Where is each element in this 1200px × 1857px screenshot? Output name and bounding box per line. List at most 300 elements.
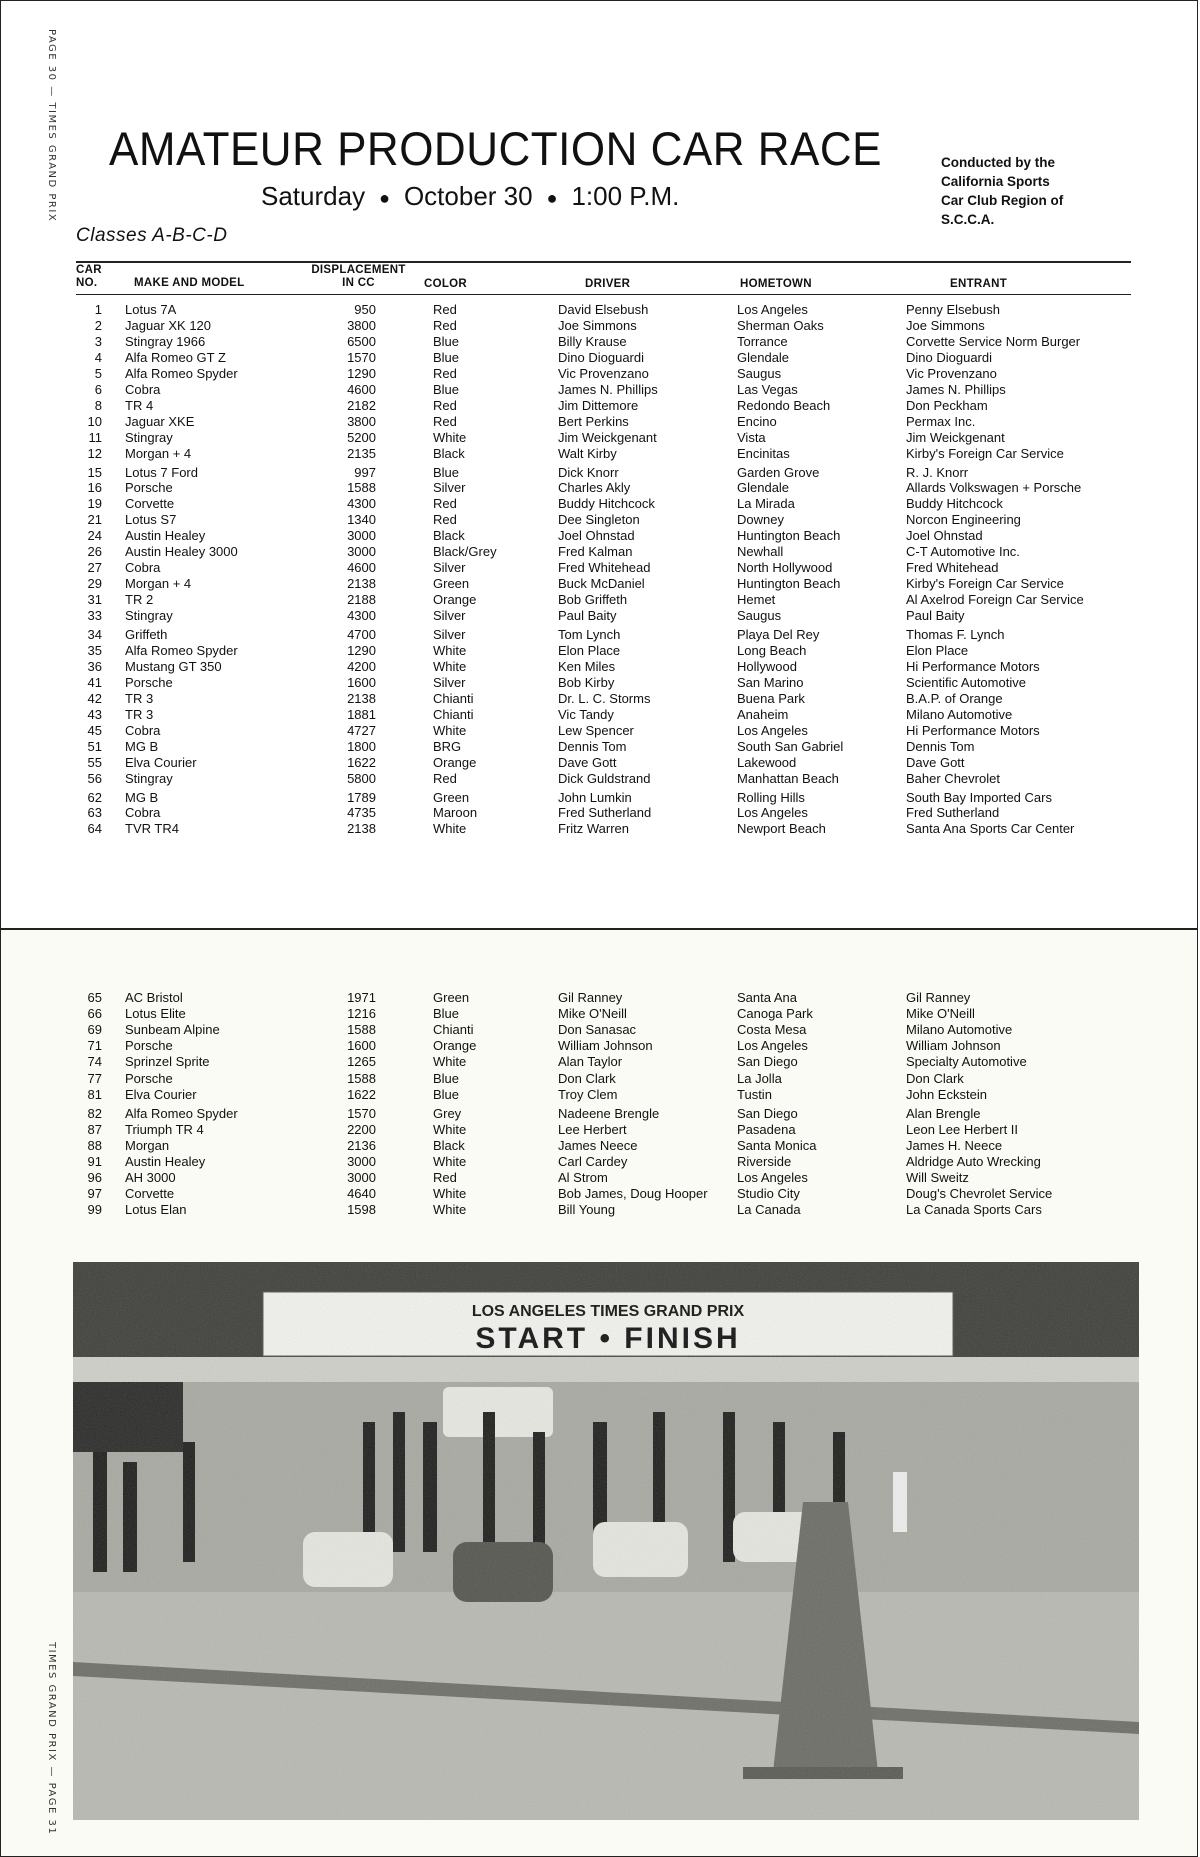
car-color: Silver (433, 560, 466, 576)
car-number: 63 (87, 805, 102, 821)
entrant: Allards Volkswagen + Porsche (906, 480, 1082, 496)
displacement: 1598 (347, 1202, 376, 1218)
table-row (1, 1087, 1199, 1103)
car-color: White (433, 642, 467, 658)
hometown: Sherman Oaks (737, 317, 824, 333)
displacement: 2188 (347, 592, 376, 608)
car-color: Black (433, 528, 465, 544)
car-color: Orange (433, 592, 477, 608)
driver-name: Dick Knorr (558, 464, 619, 480)
displacement: 1216 (347, 1006, 376, 1022)
conducted-by-note (941, 153, 1121, 229)
entrant: La Canada Sports Cars (906, 1202, 1042, 1218)
hometown: Studio City (737, 1186, 800, 1202)
driver-name: Jim Weickgenant (558, 429, 657, 445)
race-title: AMATEUR PRODUCTION CAR RACE (109, 123, 882, 176)
displacement: 1588 (347, 480, 376, 496)
car-number: 29 (87, 576, 102, 592)
entrant: Leon Lee Herbert II (906, 1121, 1019, 1137)
table-row (1, 990, 1199, 1006)
table-row (1, 659, 1199, 675)
hometown: Torrance (737, 333, 788, 349)
make-model: Porsche (125, 674, 173, 690)
make-model: Porsche (125, 1038, 173, 1054)
displacement: 3800 (347, 413, 376, 429)
displacement: 1588 (347, 1022, 376, 1038)
driver-name: Vic Tandy (558, 706, 614, 722)
col-header-line: NO. (76, 277, 98, 289)
make-model: Alfa Romeo Spyder (125, 365, 238, 381)
table-row (1, 1122, 1199, 1138)
entrant: Vic Provenzano (906, 365, 997, 381)
displacement: 5200 (347, 429, 376, 445)
table-row (1, 1170, 1199, 1186)
displacement: 4735 (347, 805, 376, 821)
car-number: 2 (94, 317, 102, 333)
driver-name: Lew Spencer (558, 722, 634, 738)
entrant: Thomas F. Lynch (906, 627, 1005, 642)
car-number: 74 (87, 1054, 102, 1070)
driver-name: Buddy Hitchcock (558, 496, 655, 512)
car-number: 82 (87, 1105, 102, 1121)
driver-name: Elon Place (558, 642, 621, 658)
car-number: 43 (87, 706, 102, 722)
displacement: 2136 (347, 1137, 376, 1153)
hometown: Costa Mesa (737, 1022, 807, 1038)
make-model: AH 3000 (125, 1170, 176, 1186)
car-color: White (433, 1202, 467, 1218)
driver-name: Joel Ohnstad (558, 528, 635, 544)
displacement: 4200 (347, 658, 376, 674)
displacement: 3000 (347, 528, 376, 544)
make-model: Lotus 7A (125, 302, 177, 317)
table-row (1, 366, 1199, 382)
car-color: Chianti (433, 690, 474, 706)
hometown: San Diego (737, 1105, 798, 1121)
driver-name: Bob James, Doug Hooper (558, 1186, 708, 1202)
hometown: Glendale (737, 480, 790, 496)
col-header-car-no (76, 264, 102, 290)
hometown: Las Vegas (737, 381, 798, 397)
car-color: Blue (433, 1086, 460, 1102)
driver-name: James N. Phillips (558, 381, 658, 397)
table-row (1, 1138, 1199, 1154)
hometown: La Canada (737, 1202, 801, 1218)
displacement: 4300 (347, 496, 376, 512)
entrant: Joe Simmons (906, 317, 985, 333)
hometown: Rolling Hills (737, 789, 805, 805)
make-model: TR 3 (125, 690, 154, 706)
entrant: Specialty Automotive (906, 1054, 1027, 1070)
car-color: White (433, 821, 467, 837)
car-number: 4 (94, 349, 102, 365)
displacement: 2200 (347, 1121, 376, 1137)
car-color: Red (433, 496, 457, 512)
make-model: Austin Healey (125, 528, 206, 544)
entrant: Norcon Engineering (906, 512, 1021, 528)
hometown: Anaheim (737, 706, 789, 722)
driver-name: Walt Kirby (558, 445, 617, 461)
header-rule-top (76, 261, 1131, 263)
table-row (1, 1202, 1199, 1218)
table-row (1, 1006, 1199, 1022)
displacement: 2182 (347, 397, 376, 413)
driver-name: Vic Provenzano (558, 365, 649, 381)
car-number: 34 (87, 627, 102, 642)
car-color: Silver (433, 674, 466, 690)
table-row (1, 739, 1199, 755)
make-model: Stingray (125, 429, 173, 445)
col-header-color: COLOR (424, 278, 468, 290)
car-number: 77 (87, 1070, 102, 1086)
separator-dot: ● (546, 187, 558, 208)
entrant: Mike O'Neill (906, 1006, 975, 1022)
entrant: James N. Phillips (906, 381, 1006, 397)
car-number: 8 (94, 397, 102, 413)
car-number: 10 (87, 413, 102, 429)
displacement: 6500 (347, 333, 376, 349)
displacement: 2138 (347, 821, 376, 837)
driver-name: John Lumkin (558, 789, 632, 805)
entrant: Santa Ana Sports Car Center (906, 821, 1075, 837)
driver-name: William Johnson (558, 1038, 653, 1054)
displacement: 950 (354, 302, 376, 317)
table-row (1, 1186, 1199, 1202)
hometown: Los Angeles (737, 1170, 808, 1186)
car-number: 45 (87, 722, 102, 738)
table-row (1, 643, 1199, 659)
entrant: Dave Gott (906, 754, 965, 770)
col-header-line: CAR (76, 264, 102, 276)
car-number: 1 (94, 302, 102, 317)
make-model: Porsche (125, 1070, 173, 1086)
car-number: 64 (87, 821, 102, 837)
table-row (1, 1022, 1199, 1038)
col-header-make-model: MAKE AND MODEL (134, 277, 245, 289)
entrant: John Eckstein (906, 1086, 987, 1102)
table-row (1, 414, 1199, 430)
entrant: B.A.P. of Orange (906, 690, 1003, 706)
driver-name: Dick Guldstrand (558, 770, 651, 786)
make-model: Elva Courier (125, 754, 197, 770)
entrant: Hi Performance Motors (906, 722, 1040, 738)
hometown: Santa Monica (737, 1137, 817, 1153)
entrant: Buddy Hitchcock (906, 496, 1003, 512)
make-model: Lotus 7 Ford (125, 464, 198, 480)
driver-name: Gil Ranney (558, 990, 623, 1005)
make-model: Jaguar XKE (125, 413, 195, 429)
car-number: 88 (87, 1137, 102, 1153)
driver-name: Nadeene Brengle (558, 1105, 660, 1121)
entrant: Hi Performance Motors (906, 658, 1040, 674)
car-color: Orange (433, 1038, 477, 1054)
entrant: Don Clark (906, 1070, 964, 1086)
displacement: 1588 (347, 1070, 376, 1086)
displacement: 4700 (347, 627, 376, 642)
table-row (1, 627, 1199, 643)
driver-name: James Neece (558, 1137, 638, 1153)
make-model: Alfa Romeo Spyder (125, 1105, 238, 1121)
page-30-spine-label: PAGE 30 — TIMES GRAND PRIX (46, 29, 57, 223)
make-model: Morgan (125, 1137, 170, 1153)
car-color: Chianti (433, 1022, 474, 1038)
table-row (1, 1106, 1199, 1122)
car-color: Blue (433, 464, 460, 480)
table-row (1, 1038, 1199, 1054)
hometown: Riverside (737, 1154, 792, 1169)
car-number: 87 (87, 1121, 102, 1137)
table-row (1, 496, 1199, 512)
driver-name: Jim Dittemore (558, 397, 639, 413)
make-model: MG B (125, 789, 159, 805)
make-model: Lotus S7 (125, 512, 177, 528)
make-model: Alfa Romeo Spyder (125, 642, 238, 658)
entrant: Corvette Service Norm Burger (906, 333, 1081, 349)
car-color: Maroon (433, 805, 478, 821)
displacement: 1290 (347, 365, 376, 381)
displacement: 3000 (347, 1170, 376, 1186)
entrant: Penny Elsebush (906, 302, 1000, 317)
car-color: White (433, 658, 467, 674)
make-model: Stingray 1966 (125, 333, 206, 349)
hometown: Tustin (737, 1086, 772, 1102)
table-row (1, 1154, 1199, 1170)
car-color: Red (433, 512, 457, 528)
car-number: 91 (87, 1154, 102, 1169)
car-color: Green (433, 789, 470, 805)
hometown: Garden Grove (737, 464, 820, 480)
displacement: 1570 (347, 349, 376, 365)
driver-name: Bob Kirby (558, 674, 615, 690)
hometown: Encinitas (737, 445, 790, 461)
driver-name: Joe Simmons (558, 317, 637, 333)
entrant: Elon Place (906, 642, 969, 658)
hometown: Pasadena (737, 1121, 796, 1137)
hometown: Huntington Beach (737, 528, 841, 544)
entrant: Kirby's Foreign Car Service (906, 445, 1064, 461)
entrant: Doug's Chevrolet Service (906, 1186, 1053, 1202)
entrant: Al Axelrod Foreign Car Service (906, 592, 1084, 608)
make-model: Lotus Elan (125, 1202, 187, 1218)
table-row (1, 560, 1199, 576)
hometown: Hollywood (737, 658, 797, 674)
table-row (1, 528, 1199, 544)
hometown: Downey (737, 512, 784, 528)
car-color: Red (433, 413, 457, 429)
make-model: Alfa Romeo GT Z (125, 349, 226, 365)
make-model: Griffeth (125, 627, 168, 642)
entrant: Kirby's Foreign Car Service (906, 576, 1064, 592)
car-color: Red (433, 770, 457, 786)
hometown: Newhall (737, 544, 784, 560)
driver-name: Alan Taylor (558, 1054, 623, 1070)
car-number: 16 (87, 480, 102, 496)
hometown: Santa Ana (737, 990, 797, 1005)
table-row (1, 755, 1199, 771)
driver-name: David Elsebush (558, 302, 649, 317)
driver-name: Paul Baity (558, 608, 617, 624)
car-number: 66 (87, 1006, 102, 1022)
table-row (1, 805, 1199, 821)
car-color: Chianti (433, 706, 474, 722)
make-model: Stingray (125, 770, 173, 786)
table-row (1, 576, 1199, 592)
car-color: White (433, 1186, 467, 1202)
car-number: 81 (87, 1086, 102, 1102)
car-color: Black/Grey (433, 544, 497, 560)
entrant: Fred Whitehead (906, 560, 999, 576)
hometown: Vista (737, 429, 766, 445)
displacement: 1881 (347, 706, 376, 722)
driver-name: Fritz Warren (558, 821, 630, 837)
table-row (1, 512, 1199, 528)
entrant: C-T Automotive Inc. (906, 544, 1020, 560)
hometown: Lakewood (737, 754, 797, 770)
car-number: 5 (94, 365, 102, 381)
car-color: White (433, 722, 467, 738)
hometown: San Diego (737, 1054, 798, 1070)
table-row (1, 675, 1199, 691)
table-row (1, 723, 1199, 739)
entrant: Joel Ohnstad (906, 528, 983, 544)
table-row (1, 480, 1199, 496)
driver-name: Fred Whitehead (558, 560, 651, 576)
driver-name: Dr. L. C. Storms (558, 690, 651, 706)
photo-illustration (73, 1262, 1139, 1820)
table-row (1, 1071, 1199, 1087)
make-model: Cobra (125, 560, 161, 576)
driver-name: Tom Lynch (558, 627, 621, 642)
displacement: 4300 (347, 608, 376, 624)
entrant: Dino Dioguardi (906, 349, 992, 365)
entrant: James H. Neece (906, 1137, 1003, 1153)
make-model: Austin Healey 3000 (125, 544, 238, 560)
displacement: 4600 (347, 381, 376, 397)
displacement: 1971 (347, 990, 376, 1005)
car-color: Blue (433, 1006, 460, 1022)
displacement: 5800 (347, 770, 376, 786)
hometown: North Hollywood (737, 560, 833, 576)
car-number: 11 (88, 429, 102, 445)
displacement: 2135 (347, 445, 376, 461)
displacement: 4600 (347, 560, 376, 576)
race-day: Saturday (261, 181, 366, 211)
displacement: 1789 (347, 789, 376, 805)
hometown: South San Gabriel (737, 738, 844, 754)
car-color: Orange (433, 754, 477, 770)
make-model: Porsche (125, 480, 173, 496)
page-31 (0, 929, 1198, 1857)
entrant: Will Sweitz (906, 1170, 969, 1186)
table-row (1, 691, 1199, 707)
conducted-line: California Sports (941, 174, 1050, 189)
table-row (1, 318, 1199, 334)
table-row (1, 350, 1199, 366)
table-row (1, 592, 1199, 608)
make-model: Triumph TR 4 (125, 1121, 204, 1137)
driver-name: Dino Dioguardi (558, 349, 644, 365)
displacement: 4640 (347, 1186, 376, 1202)
make-model: TR 3 (125, 706, 154, 722)
car-number: 21 (87, 512, 102, 528)
driver-name: Bert Perkins (558, 413, 629, 429)
entrant: Paul Baity (906, 608, 965, 624)
driver-name: Dave Gott (558, 754, 617, 770)
driver-name: Bill Young (558, 1202, 616, 1218)
car-color: White (433, 1154, 467, 1169)
col-header-driver: DRIVER (585, 278, 631, 290)
car-color: Red (433, 365, 457, 381)
car-number: 99 (87, 1202, 102, 1218)
displacement: 1622 (347, 754, 376, 770)
hometown: Redondo Beach (737, 397, 831, 413)
classes-label: Classes A-B-C-D (76, 225, 228, 246)
hometown: Saugus (737, 608, 782, 624)
conducted-line: Car Club Region of (941, 193, 1064, 208)
car-number: 35 (87, 642, 102, 658)
entrant: Alan Brengle (906, 1105, 981, 1121)
car-number: 42 (87, 690, 102, 706)
car-number: 55 (87, 754, 102, 770)
hometown: Long Beach (737, 642, 807, 658)
car-number: 24 (87, 528, 102, 544)
displacement: 1622 (347, 1086, 376, 1102)
car-number: 36 (87, 658, 102, 674)
car-number: 69 (87, 1022, 102, 1038)
car-number: 26 (87, 544, 102, 560)
driver-name: Don Clark (558, 1070, 616, 1086)
make-model: Corvette (125, 1186, 175, 1202)
make-model: Elva Courier (125, 1086, 197, 1102)
make-model: MG B (125, 738, 159, 754)
car-color: BRG (433, 738, 462, 754)
displacement: 1570 (347, 1105, 376, 1121)
displacement: 4727 (347, 722, 376, 738)
driver-name: Troy Clem (558, 1086, 618, 1102)
make-model: Morgan + 4 (125, 576, 192, 592)
displacement: 997 (354, 464, 376, 480)
driver-name: Dennis Tom (558, 738, 627, 754)
car-color: Grey (433, 1105, 462, 1121)
make-model: Morgan + 4 (125, 445, 192, 461)
driver-name: Al Strom (558, 1170, 608, 1186)
col-header-hometown: HOMETOWN (740, 278, 812, 290)
car-number: 19 (87, 496, 102, 512)
car-color: Black (433, 445, 465, 461)
table-row (1, 771, 1199, 787)
displacement: 1340 (347, 512, 376, 528)
hometown: La Mirada (737, 496, 795, 512)
col-header-displacement (311, 264, 406, 290)
race-schedule (261, 181, 679, 212)
conducted-line: S.C.C.A. (941, 212, 995, 227)
car-color: Red (433, 397, 457, 413)
make-model: Lotus Elite (125, 1006, 186, 1022)
driver-name: Ken Miles (558, 658, 616, 674)
driver-name: Mike O'Neill (558, 1006, 627, 1022)
entrant: Milano Automotive (906, 1022, 1013, 1038)
car-color: Blue (433, 349, 460, 365)
table-row (1, 608, 1199, 624)
hometown: Los Angeles (737, 722, 808, 738)
car-number: 33 (87, 608, 102, 624)
hometown: La Jolla (737, 1070, 782, 1086)
car-number: 6 (94, 381, 102, 397)
displacement: 1265 (347, 1054, 376, 1070)
displacement: 3000 (347, 1154, 376, 1169)
car-number: 96 (87, 1170, 102, 1186)
car-number: 51 (87, 738, 102, 754)
